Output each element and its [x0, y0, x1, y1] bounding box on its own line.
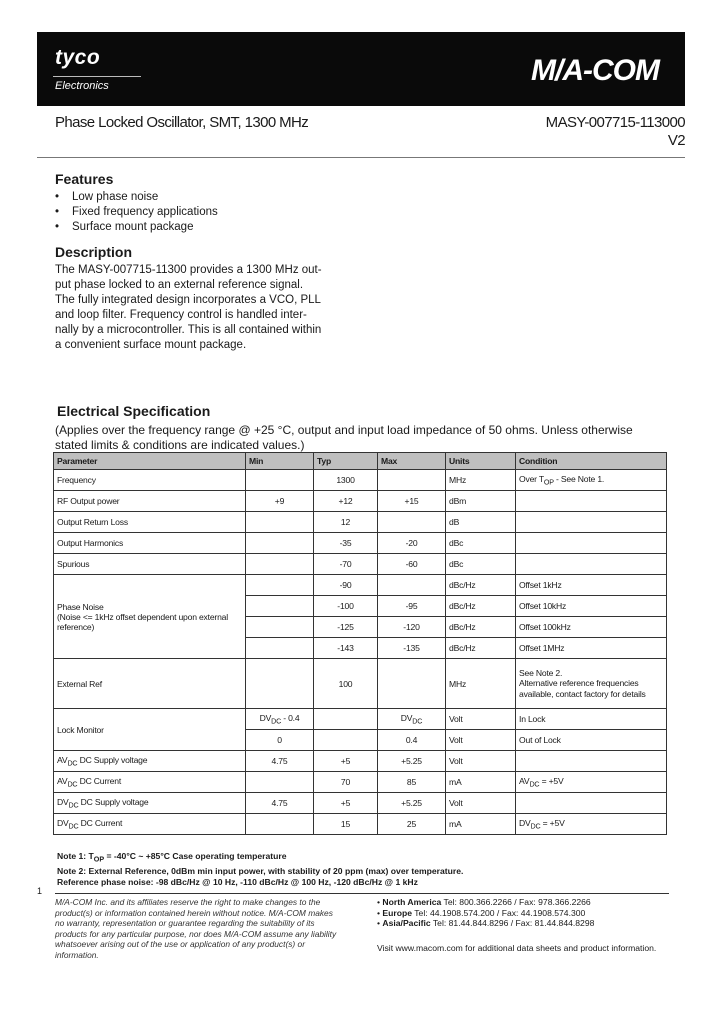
table-row: [54, 709, 667, 730]
units-cell: MHz: [446, 470, 516, 491]
description-text: [55, 263, 347, 353]
description-line: a convenient surface mount package.: [55, 339, 247, 351]
feature-item: • Fixed frequency applications: [55, 205, 218, 220]
min-cell: 0: [246, 730, 314, 751]
param-cell: [54, 772, 246, 793]
legal-line: no warranty, representation or guarantee regarding the suitability of its: [55, 918, 315, 929]
min-cell: [246, 554, 314, 575]
legal-line: products for any particular purpose, nor does M/A-COM assume any liability: [55, 928, 337, 939]
param-tail: DC Current: [78, 817, 123, 828]
typ-cell: 70: [314, 772, 378, 793]
table-row: [54, 793, 667, 814]
units-cell: MHz: [446, 659, 516, 709]
region-phone: Tel: 800.366.2266 / Fax: 978.366.2266: [443, 897, 591, 907]
param-cell: RF Output power: [54, 491, 246, 512]
typ-cell: -90: [314, 575, 378, 596]
param-cell: Frequency: [54, 470, 246, 491]
logo-divider: [53, 76, 141, 77]
param-subscript: DC: [67, 759, 78, 768]
title-rule: [37, 157, 685, 158]
note-tail: = -40°C ~ +85°C Case operating temperature: [104, 851, 287, 861]
legal-line: M/A-COM Inc. and its affiliates reserve the right to make changes to the: [55, 897, 321, 907]
part-number-block: [546, 114, 685, 150]
min-cell: [246, 533, 314, 554]
max-cell: 25: [378, 814, 446, 835]
max-subscript: DC: [412, 717, 423, 726]
min-cell: [246, 709, 314, 730]
max-cell: [378, 575, 446, 596]
spec-heading: Electrical Specification: [57, 403, 211, 419]
param-tail: DC Current: [77, 775, 122, 786]
max-cell: -135: [378, 638, 446, 659]
header-banner: [37, 32, 685, 106]
legal-line: product(s) or information contained herein without notice. M/A-COM makes: [55, 907, 333, 918]
spec-table: [53, 452, 667, 835]
description-line: The fully integrated design incorporates a VCO, PLL: [55, 294, 321, 306]
region-phone: Tel: 44.1908.574.200 / Fax: 44.1908.574.300: [414, 907, 586, 918]
features-heading: Features: [55, 171, 114, 187]
description-heading: Description: [55, 244, 133, 260]
typ-cell: -35: [314, 533, 378, 554]
region-label: North America: [382, 897, 442, 907]
table-row: [54, 470, 667, 491]
condition-text: Alternative reference frequencies available, contact factory for details: [519, 678, 646, 699]
legal-disclaimer: [55, 897, 345, 961]
typ-cell: 15: [314, 814, 378, 835]
column-header: Condition: [516, 453, 667, 470]
typ-cell: -125: [314, 617, 378, 638]
condition-cell: [516, 554, 667, 575]
note-3: Reference phase noise: -98 dBc/Hz @ 10 Hz, -110 dBc/Hz @ 100 Hz, -120 dBc/Hz @ 1 kHz: [57, 876, 418, 887]
condition-subscript: DC: [530, 822, 541, 831]
max-cell: [378, 659, 446, 709]
condition-tail: - See Note 1.: [553, 473, 605, 484]
max-cell: -60: [378, 554, 446, 575]
max-text: DV: [400, 712, 413, 723]
table-row: [54, 772, 667, 793]
param-subscript: DC: [67, 780, 78, 789]
max-cell: +5.25: [378, 751, 446, 772]
units-cell: Volt: [446, 793, 516, 814]
param-text: DV: [57, 796, 69, 807]
table-row: [54, 575, 667, 596]
max-cell: -120: [378, 617, 446, 638]
condition-tail: = +5V: [539, 775, 564, 786]
min-cell: [246, 638, 314, 659]
spec-conditions: [55, 423, 675, 452]
region-label: Europe: [382, 907, 413, 918]
param-text: AV: [57, 754, 68, 765]
min-cell: +9: [246, 491, 314, 512]
units-cell: dBc/Hz: [446, 596, 516, 617]
features-list: [55, 190, 218, 235]
typ-cell: -70: [314, 554, 378, 575]
feature-item: • Surface mount package: [55, 220, 218, 235]
contact-north-america: • North America Tel: 800.366.2266 / Fax: 978.366.2266: [377, 897, 591, 907]
table-row: [54, 512, 667, 533]
min-cell: 4.75: [246, 793, 314, 814]
param-cell: External Ref: [54, 659, 246, 709]
footer-rule: [55, 893, 669, 894]
note-subscript: OP: [93, 855, 105, 864]
condition-cell: [516, 659, 667, 709]
min-cell: [246, 814, 314, 835]
condition-cell: Offset 1kHz: [516, 575, 667, 596]
condition-cell: Offset 100kHz: [516, 617, 667, 638]
document-title: Phase Locked Oscillator, SMT, 1300 MHz: [55, 114, 309, 131]
condition-cell: [516, 772, 667, 793]
units-cell: dBc/Hz: [446, 575, 516, 596]
description-line: nally by a microcontroller. This is all contained within: [55, 324, 322, 336]
units-cell: Volt: [446, 709, 516, 730]
max-cell: 85: [378, 772, 446, 793]
condition-cell: [516, 470, 667, 491]
max-cell: +15: [378, 491, 446, 512]
param-cell: Output Return Loss: [54, 512, 246, 533]
param-cell: [54, 793, 246, 814]
legal-line: whatsoever arising out of the use or application of any product(s) or: [55, 939, 305, 950]
condition-subscript: DC: [529, 780, 540, 789]
min-cell: [246, 512, 314, 533]
param-cell: Lock Monitor: [54, 709, 246, 751]
condition-cell: Offset 1MHz: [516, 638, 667, 659]
contact-europe: • Europe Tel: 44.1908.574.200 / Fax: 44.1908.574.300: [377, 907, 586, 918]
min-text: DV: [259, 712, 272, 723]
condition-cell: Offset 10kHz: [516, 596, 667, 617]
param-tail: DC Supply voltage: [77, 754, 148, 765]
min-cell: [246, 617, 314, 638]
condition-cell: [516, 751, 667, 772]
condition-text: AV: [519, 775, 530, 786]
condition-text: See Note 2.: [519, 667, 563, 678]
units-cell: mA: [446, 772, 516, 793]
contact-asia-pacific: • Asia/Pacific Tel: 81.44.844.8296 / Fax: 81.44.844.8298: [377, 918, 595, 929]
param-cell-phase-noise: [54, 575, 246, 659]
param-text: AV: [57, 775, 68, 786]
units-cell: mA: [446, 814, 516, 835]
macom-logo: M/A-COM: [531, 54, 659, 87]
typ-cell: -143: [314, 638, 378, 659]
typ-cell: [314, 709, 378, 730]
table-row: [54, 533, 667, 554]
legal-line: information.: [55, 949, 99, 960]
param-subscript: DC: [68, 822, 79, 831]
spec-conditions-line: (Applies over the frequency range @ +25 °C, output and input load impedance of 50 ohms. Unless otherwise: [55, 423, 633, 437]
typ-cell: -100: [314, 596, 378, 617]
condition-cell: [516, 533, 667, 554]
note-2: Note 2: External Reference, 0dBm min input power, with stability of 20 ppm (max) over temperature.: [57, 865, 464, 876]
condition-tail: = +5V: [540, 817, 565, 828]
min-cell: [246, 596, 314, 617]
units-cell: dBc: [446, 554, 516, 575]
min-cell: [246, 470, 314, 491]
table-row: [54, 491, 667, 512]
min-cell: [246, 575, 314, 596]
typ-cell: 12: [314, 512, 378, 533]
units-cell: dBc: [446, 533, 516, 554]
condition-text: DV: [519, 817, 531, 828]
units-cell: Volt: [446, 751, 516, 772]
typ-cell: +12: [314, 491, 378, 512]
table-row: [54, 814, 667, 835]
condition-cell: [516, 491, 667, 512]
tyco-logo-subtitle: Electronics: [55, 80, 109, 92]
param-tail: DC Supply voltage: [78, 796, 149, 807]
param-note: (Noise <= 1kHz offset dependent upon external reference): [57, 611, 228, 632]
table-row: [54, 751, 667, 772]
description-line: put phase locked to an external reference signal.: [55, 279, 304, 291]
param-text: Phase Noise: [57, 601, 104, 612]
max-cell: [378, 512, 446, 533]
spec-conditions-line: stated limits & conditions are indicated values.): [55, 437, 305, 452]
max-cell: 0.4: [378, 730, 446, 751]
column-header: Parameter: [54, 453, 246, 470]
region-label: Asia/Pacific: [382, 918, 431, 929]
typ-cell: +5: [314, 751, 378, 772]
tyco-logo: tyco: [55, 46, 101, 69]
param-cell: [54, 814, 246, 835]
website-note: Visit www.macom.com for additional data sheets and product information.: [377, 943, 657, 953]
typ-cell: +5: [314, 793, 378, 814]
min-cell: 4.75: [246, 751, 314, 772]
note-text: Note 1: T: [57, 851, 94, 861]
units-cell: dBc/Hz: [446, 638, 516, 659]
description-line: The MASY-007715-11300 provides a 1300 MHz out-: [55, 264, 322, 276]
condition-cell: [516, 793, 667, 814]
table-row: [54, 554, 667, 575]
max-cell: +5.25: [378, 793, 446, 814]
param-subscript: DC: [68, 801, 79, 810]
param-text: DV: [57, 817, 69, 828]
units-cell: dBc/Hz: [446, 617, 516, 638]
max-cell: [378, 709, 446, 730]
typ-cell: 1300: [314, 470, 378, 491]
region-phone: Tel: 81.44.844.8296 / Fax: 81.44.844.8298: [432, 918, 595, 929]
contact-list: [377, 897, 594, 929]
note-1: [57, 851, 463, 866]
units-cell: Volt: [446, 730, 516, 751]
typ-cell: [314, 730, 378, 751]
condition-cell: [516, 512, 667, 533]
revision: V2: [667, 132, 685, 149]
max-cell: -20: [378, 533, 446, 554]
units-cell: dBm: [446, 491, 516, 512]
typ-cell: 100: [314, 659, 378, 709]
max-cell: -95: [378, 596, 446, 617]
table-row: [54, 659, 667, 709]
feature-item: • Low phase noise: [55, 190, 218, 205]
description-line: and loop filter. Frequency control is handled inter-: [55, 309, 307, 321]
param-cell: Spurious: [54, 554, 246, 575]
condition-cell: Out of Lock: [516, 730, 667, 751]
condition-subscript: OP: [543, 478, 554, 487]
units-cell: dB: [446, 512, 516, 533]
column-header: Units: [446, 453, 516, 470]
page-number: 1: [37, 886, 43, 896]
spec-notes: [57, 851, 463, 888]
condition-text: Over T: [519, 473, 544, 484]
condition-cell: [516, 814, 667, 835]
column-header: Min: [246, 453, 314, 470]
min-cell: [246, 659, 314, 709]
min-cell: [246, 772, 314, 793]
max-cell: [378, 470, 446, 491]
column-header: Typ: [314, 453, 378, 470]
param-cell: [54, 751, 246, 772]
column-header: Max: [378, 453, 446, 470]
condition-cell: In Lock: [516, 709, 667, 730]
part-number: MASY-007715-113000: [545, 114, 685, 131]
param-cell: Output Harmonics: [54, 533, 246, 554]
table-header-row: [54, 453, 667, 470]
min-subscript: DC: [271, 717, 282, 726]
min-tail: - 0.4: [281, 712, 300, 723]
